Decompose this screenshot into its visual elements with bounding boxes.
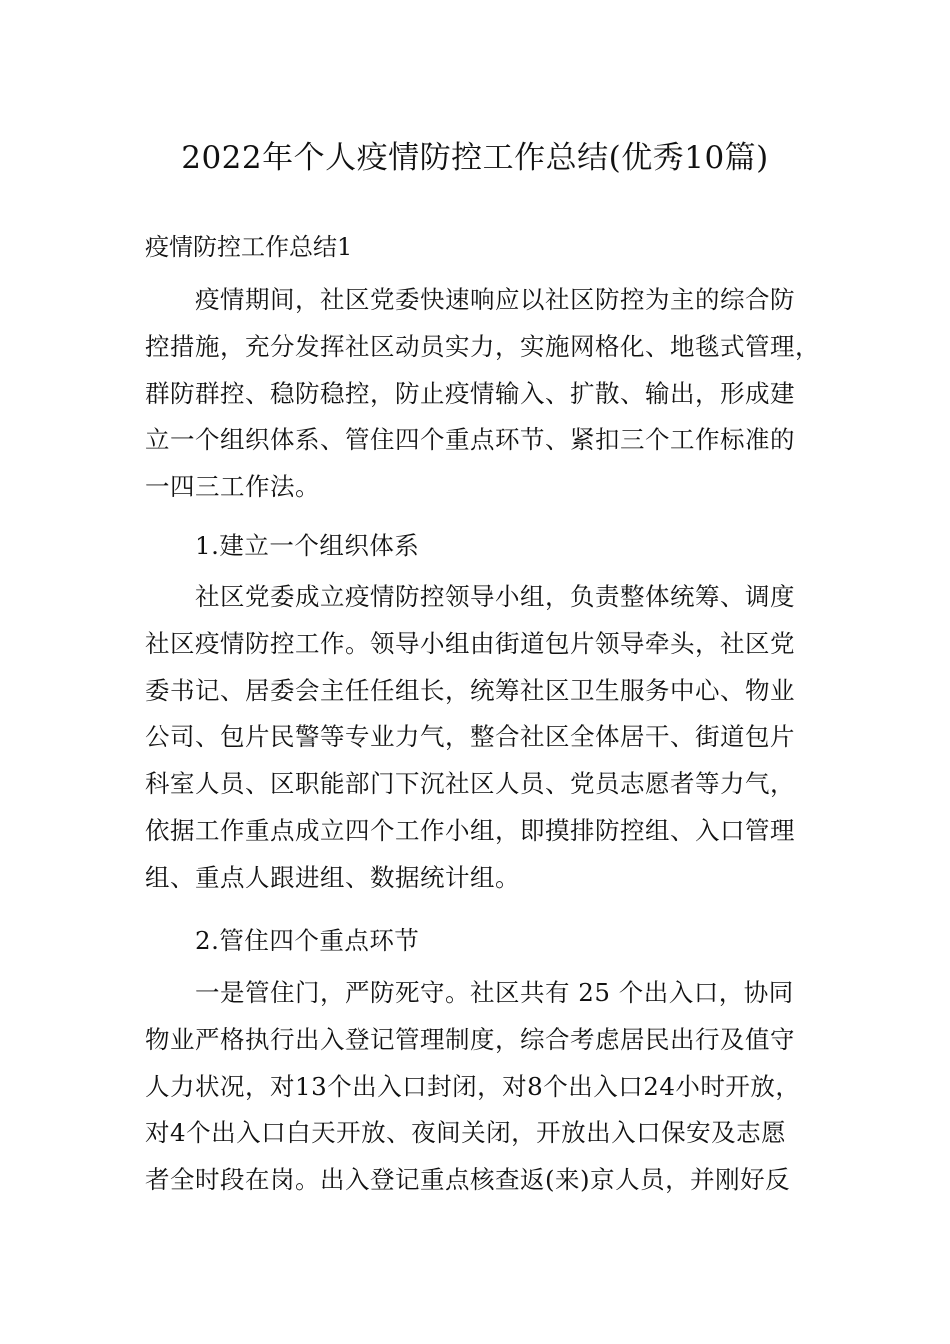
heading-2	[145, 918, 825, 965]
heading-1	[145, 523, 825, 570]
text-line: 人力状况，对13个出入口封闭，对8个出入口24小时开放，	[145, 1071, 801, 1101]
text-line: 委书记、居委会主任任组长，统筹社区卫生服务中心、物业	[145, 675, 795, 705]
text-line: 一是管住门，严防死守。社区共有 25 个出入口，协同	[145, 978, 794, 1007]
text-line: 依据工作重点成立四个工作小组，即摸排防控组、入口管理	[145, 815, 795, 845]
text-line: 群防群控、稳防稳控，防止疫情输入、扩散、输出，形成建	[145, 378, 795, 408]
text-line: 组、重点人跟进组、数据统计组。	[145, 862, 520, 892]
paragraph-3	[145, 970, 825, 1204]
text-line: 立一个组织体系、管住四个重点环节、紧扣三个工作标准的	[145, 425, 795, 455]
text-line: 1.建立一个组织体系	[145, 531, 420, 560]
text-line: 一四三工作法。	[145, 472, 320, 501]
text-line: 物业严格执行出入登记管理制度，综合考虑居民出行及值守	[145, 1024, 795, 1054]
document-title: 2022年个人疫情防控工作总结(优秀10篇)	[181, 140, 769, 176]
text-line: 公司、包片民警等专业力气，整合社区全体居干、街道包片	[145, 722, 795, 752]
paragraph-2	[145, 574, 825, 901]
text-line: 疫情期间，社区党委快速响应以社区防控为主的综合防	[145, 285, 795, 314]
text-line: 对4个出入口白天开放、夜间关闭，开放出入口保安及志愿	[145, 1118, 787, 1148]
text-line: 控措施，充分发挥社区动员实力，实施网格化、地毯式管理，	[145, 331, 820, 361]
text-line: 科室人员、区职能部门下沉社区人员、党员志愿者等力气，	[145, 769, 795, 798]
section-title: 疫情防控工作总结1	[145, 233, 353, 261]
text-line: 社区疫情防控工作。领导小组由街道包片领导牵头，社区党	[145, 628, 795, 658]
text-line: 者全时段在岗。出入登记重点核查返(来)京人员，并刚好反	[145, 1165, 791, 1194]
paragraph-1	[145, 277, 825, 511]
text-line: 2.管住四个重点环节	[145, 926, 420, 955]
text-line: 社区党委成立疫情防控领导小组，负责整体统筹、调度	[145, 582, 795, 611]
